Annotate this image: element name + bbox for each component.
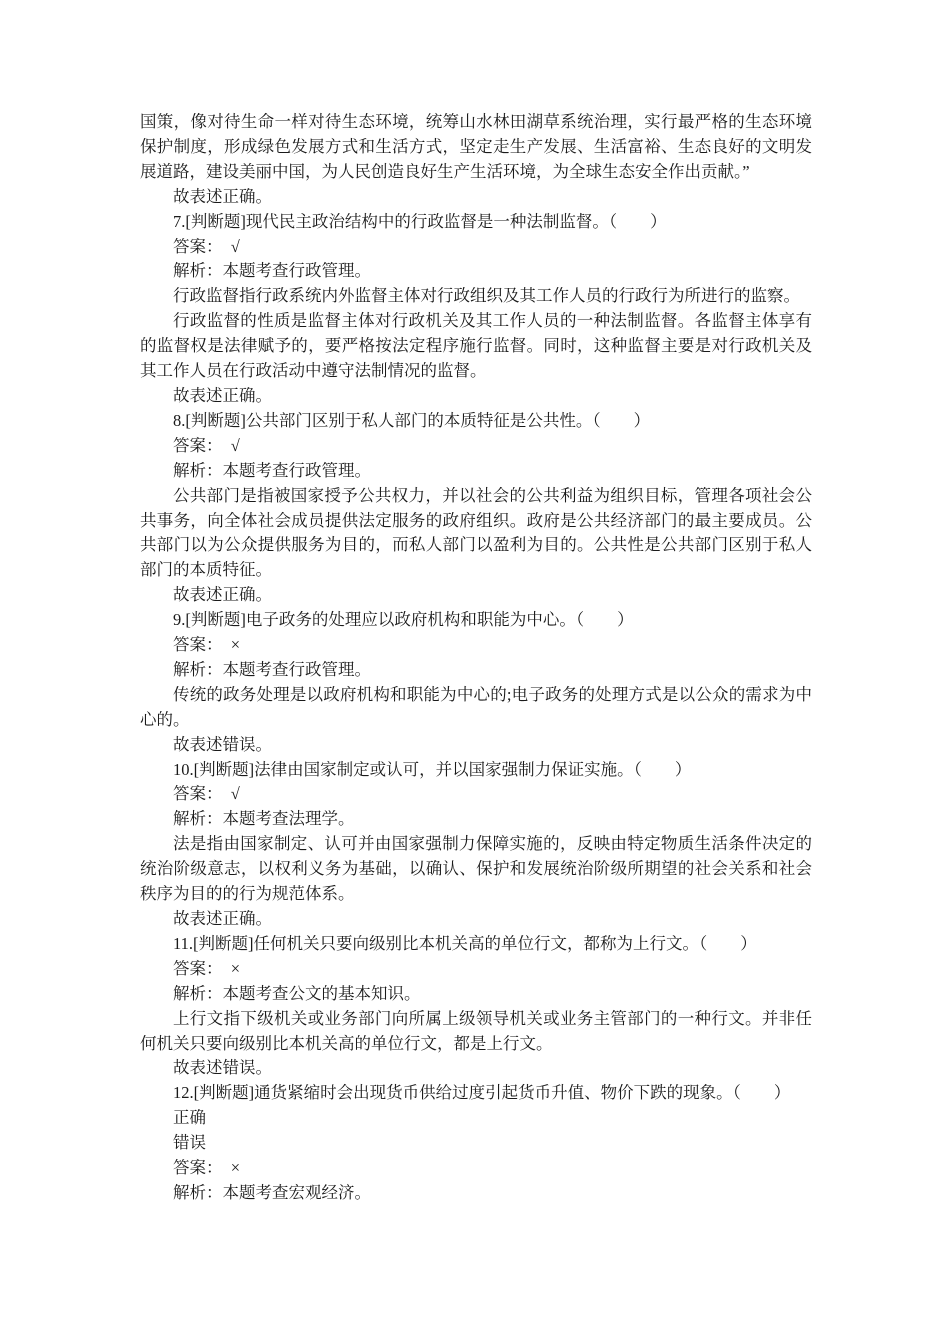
verdict-paragraph: 故表述错误。 bbox=[173, 1058, 272, 1078]
body-paragraph: 传统的政务处理是以政府机构和职能为中心的;电子政务的处理方式是以公众的需求为中心的。 bbox=[140, 684, 812, 729]
answer-paragraph: 答案： √ bbox=[173, 784, 240, 804]
body-paragraph: 行政监督指行政系统内外监督主体对行政组织及其工作人员的行政行为所进行的监察。 bbox=[173, 286, 800, 306]
question-paragraph: 10.[判断题]法律由国家制定或认可，并以国家强制力保证实施。（ ） bbox=[173, 759, 692, 779]
option-paragraph: 正确 bbox=[173, 1108, 206, 1128]
analysis-paragraph: 解析：本题考查宏观经济。 bbox=[173, 1182, 371, 1202]
analysis-paragraph: 解析：本题考查行政管理。 bbox=[173, 460, 371, 480]
question-paragraph: 9.[判断题]电子政务的处理应以政府机构和职能为中心。（ ） bbox=[173, 610, 634, 630]
answer-paragraph: 答案： × bbox=[173, 635, 241, 655]
analysis-paragraph: 解析：本题考查行政管理。 bbox=[173, 261, 371, 281]
answer-paragraph: 答案： √ bbox=[173, 435, 240, 455]
answer-paragraph: 答案： √ bbox=[173, 236, 240, 256]
option-paragraph: 错误 bbox=[173, 1133, 206, 1153]
analysis-paragraph: 解析：本题考查法理学。 bbox=[173, 809, 355, 829]
question-paragraph: 8.[判断题]公共部门区别于私人部门的本质特征是公共性。（ ） bbox=[173, 410, 651, 430]
verdict-paragraph: 故表述正确。 bbox=[173, 909, 272, 928]
answer-paragraph: 答案： × bbox=[173, 958, 241, 978]
analysis-paragraph: 解析：本题考查公文的基本知识。 bbox=[173, 983, 421, 1003]
question-paragraph: 12.[判断题]通货紧缩时会出现货币供给过度引起货币升值、物价下跌的现象。（ ） bbox=[173, 1083, 791, 1103]
question-paragraph: 7.[判断题]现代民主政治结构中的行政监督是一种法制监督。（ ） bbox=[173, 211, 667, 231]
document-content bbox=[140, 110, 812, 1206]
verdict-paragraph: 故表述正确。 bbox=[173, 385, 272, 405]
body-paragraph: 国策，像对待生命一样对待生态环境，统筹山水林田湖草系统治理，实行最严格的生态环境保护制度，形成绿色发展方式和生活方式，坚定走生产发展、生活富裕、生态良好的文明发展道路，建设美丽中国，为人民创造良好生产生活环境，为全球生态安全作出贡献。” bbox=[140, 112, 812, 181]
body-paragraph: 行政监督的性质是监督主体对行政机关及其工作人员的一种法制监督。各监督主体享有的监督权是法律赋予的，要严格按法定程序施行监督。同时，这种监督主要是对行政机关及其工作人员在行政活动中遵守法制情况的监督。 bbox=[140, 311, 812, 381]
body-paragraph: 上行文指下级机关或业务部门向所属上级领导机关或业务主管部门的一种行文。并非任何机关只要向级别比本机关高的单位行文，都是上行文。 bbox=[140, 1008, 812, 1053]
body-paragraph: 公共部门是指被国家授予公共权力，并以社会的公共利益为组织目标，管理各项社会公共事务，向全体社会成员提供法定服务的政府组织。政府是公共经济部门的最主要成员。公共部门以为公众提供服务为目的，而私人部门以盈利为目的。公共性是公共部门区别于私人部门的本质特征。 bbox=[140, 485, 812, 580]
verdict-paragraph: 故表述错误。 bbox=[173, 734, 272, 754]
question-paragraph: 11.[判断题]任何机关只要向级别比本机关高的单位行文，都称为上行文。（ ） bbox=[173, 933, 757, 953]
verdict-paragraph: 故表述正确。 bbox=[173, 585, 272, 605]
answer-paragraph: 答案： × bbox=[173, 1158, 241, 1178]
analysis-paragraph: 解析：本题考查行政管理。 bbox=[173, 659, 371, 679]
body-paragraph: 法是指由国家制定、认可并由国家强制力保障实施的，反映由特定物质生活条件决定的统治阶级意志，以权利义务为基础，以确认、保护和发展统治阶级所期望的社会关系和社会秩序为目的的行为规范体系。 bbox=[140, 834, 812, 904]
verdict-paragraph: 故表述正确。 bbox=[173, 186, 272, 206]
